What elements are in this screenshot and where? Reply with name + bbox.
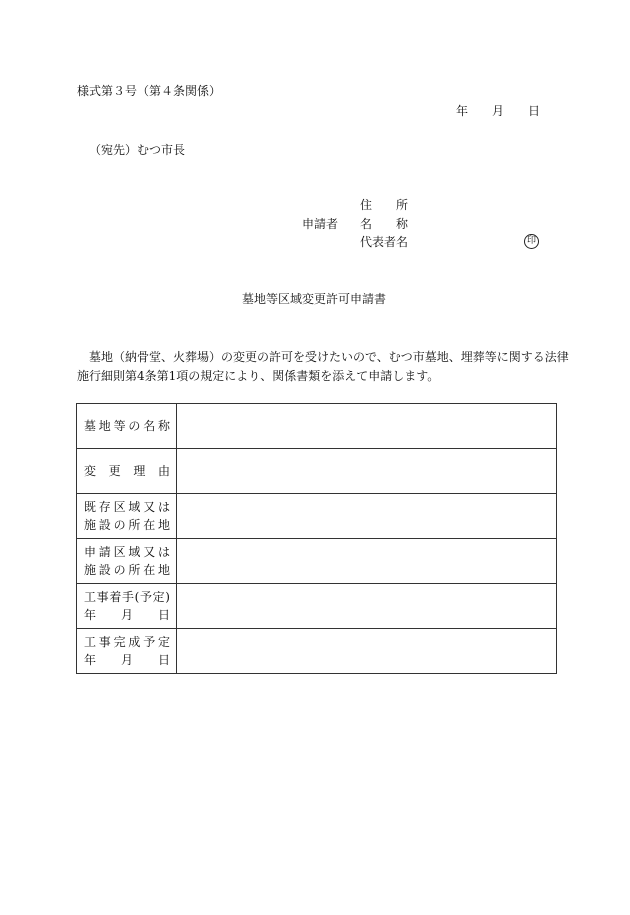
representative-label: 代表者名 bbox=[360, 235, 409, 249]
row-value-field[interactable] bbox=[177, 449, 557, 494]
body-line-1: 墓地（納骨堂、火葬場）の変更の許可を受けたいので、むつ市墓地、埋葬等に関する法律 bbox=[89, 350, 569, 364]
date-month-label: 月 bbox=[492, 104, 505, 118]
row-value-field[interactable] bbox=[177, 629, 557, 674]
row-label bbox=[77, 629, 177, 674]
date-year-label: 年 bbox=[456, 104, 469, 118]
row-value-field[interactable] bbox=[177, 494, 557, 539]
row-label bbox=[77, 494, 177, 539]
name-label-2: 称 bbox=[396, 217, 409, 231]
name-label-1: 名 bbox=[360, 217, 373, 231]
row-label-line: 工事完成予定 bbox=[84, 635, 170, 649]
row-label-line: 施設の所在地 bbox=[84, 518, 170, 532]
row-value-field[interactable] bbox=[177, 539, 557, 584]
row-label-line: 申請区域又は bbox=[84, 545, 170, 559]
row-label-line: 変更理由 bbox=[84, 464, 170, 478]
form-number: 様式第３号（第４条関係） bbox=[77, 84, 222, 98]
row-label bbox=[77, 449, 177, 494]
row-label-line: 年月日 bbox=[84, 653, 170, 667]
row-label bbox=[77, 404, 177, 449]
document-title: 墓地等区域変更許可申請書 bbox=[242, 292, 387, 306]
row-label-line: 墓地等の名称 bbox=[84, 419, 170, 433]
row-label-line: 年月日 bbox=[84, 608, 170, 622]
table-row bbox=[77, 449, 557, 494]
addressee: （宛先）むつ市長 bbox=[89, 143, 186, 157]
row-label bbox=[77, 539, 177, 584]
table-row bbox=[77, 539, 557, 584]
table-row bbox=[77, 494, 557, 539]
table-row bbox=[77, 404, 557, 449]
address-label-2: 所 bbox=[396, 198, 409, 212]
applicant-label: 申請者 bbox=[302, 217, 339, 231]
row-value-field[interactable] bbox=[177, 404, 557, 449]
address-label-1: 住 bbox=[360, 198, 373, 212]
seal-mark: 印 bbox=[524, 234, 539, 249]
body-line-2: 施行細則第4条第1項の規定により、関係書類を添えて申請します。 bbox=[77, 369, 440, 383]
row-label-line: 施設の所在地 bbox=[84, 563, 170, 577]
application-table bbox=[76, 403, 557, 674]
row-value-field[interactable] bbox=[177, 584, 557, 629]
row-label-line: 工事着手(予定) bbox=[84, 590, 170, 604]
row-label bbox=[77, 584, 177, 629]
table-row bbox=[77, 629, 557, 674]
row-label-line: 既存区域又は bbox=[84, 500, 170, 514]
table-row bbox=[77, 584, 557, 629]
date-day-label: 日 bbox=[528, 104, 541, 118]
